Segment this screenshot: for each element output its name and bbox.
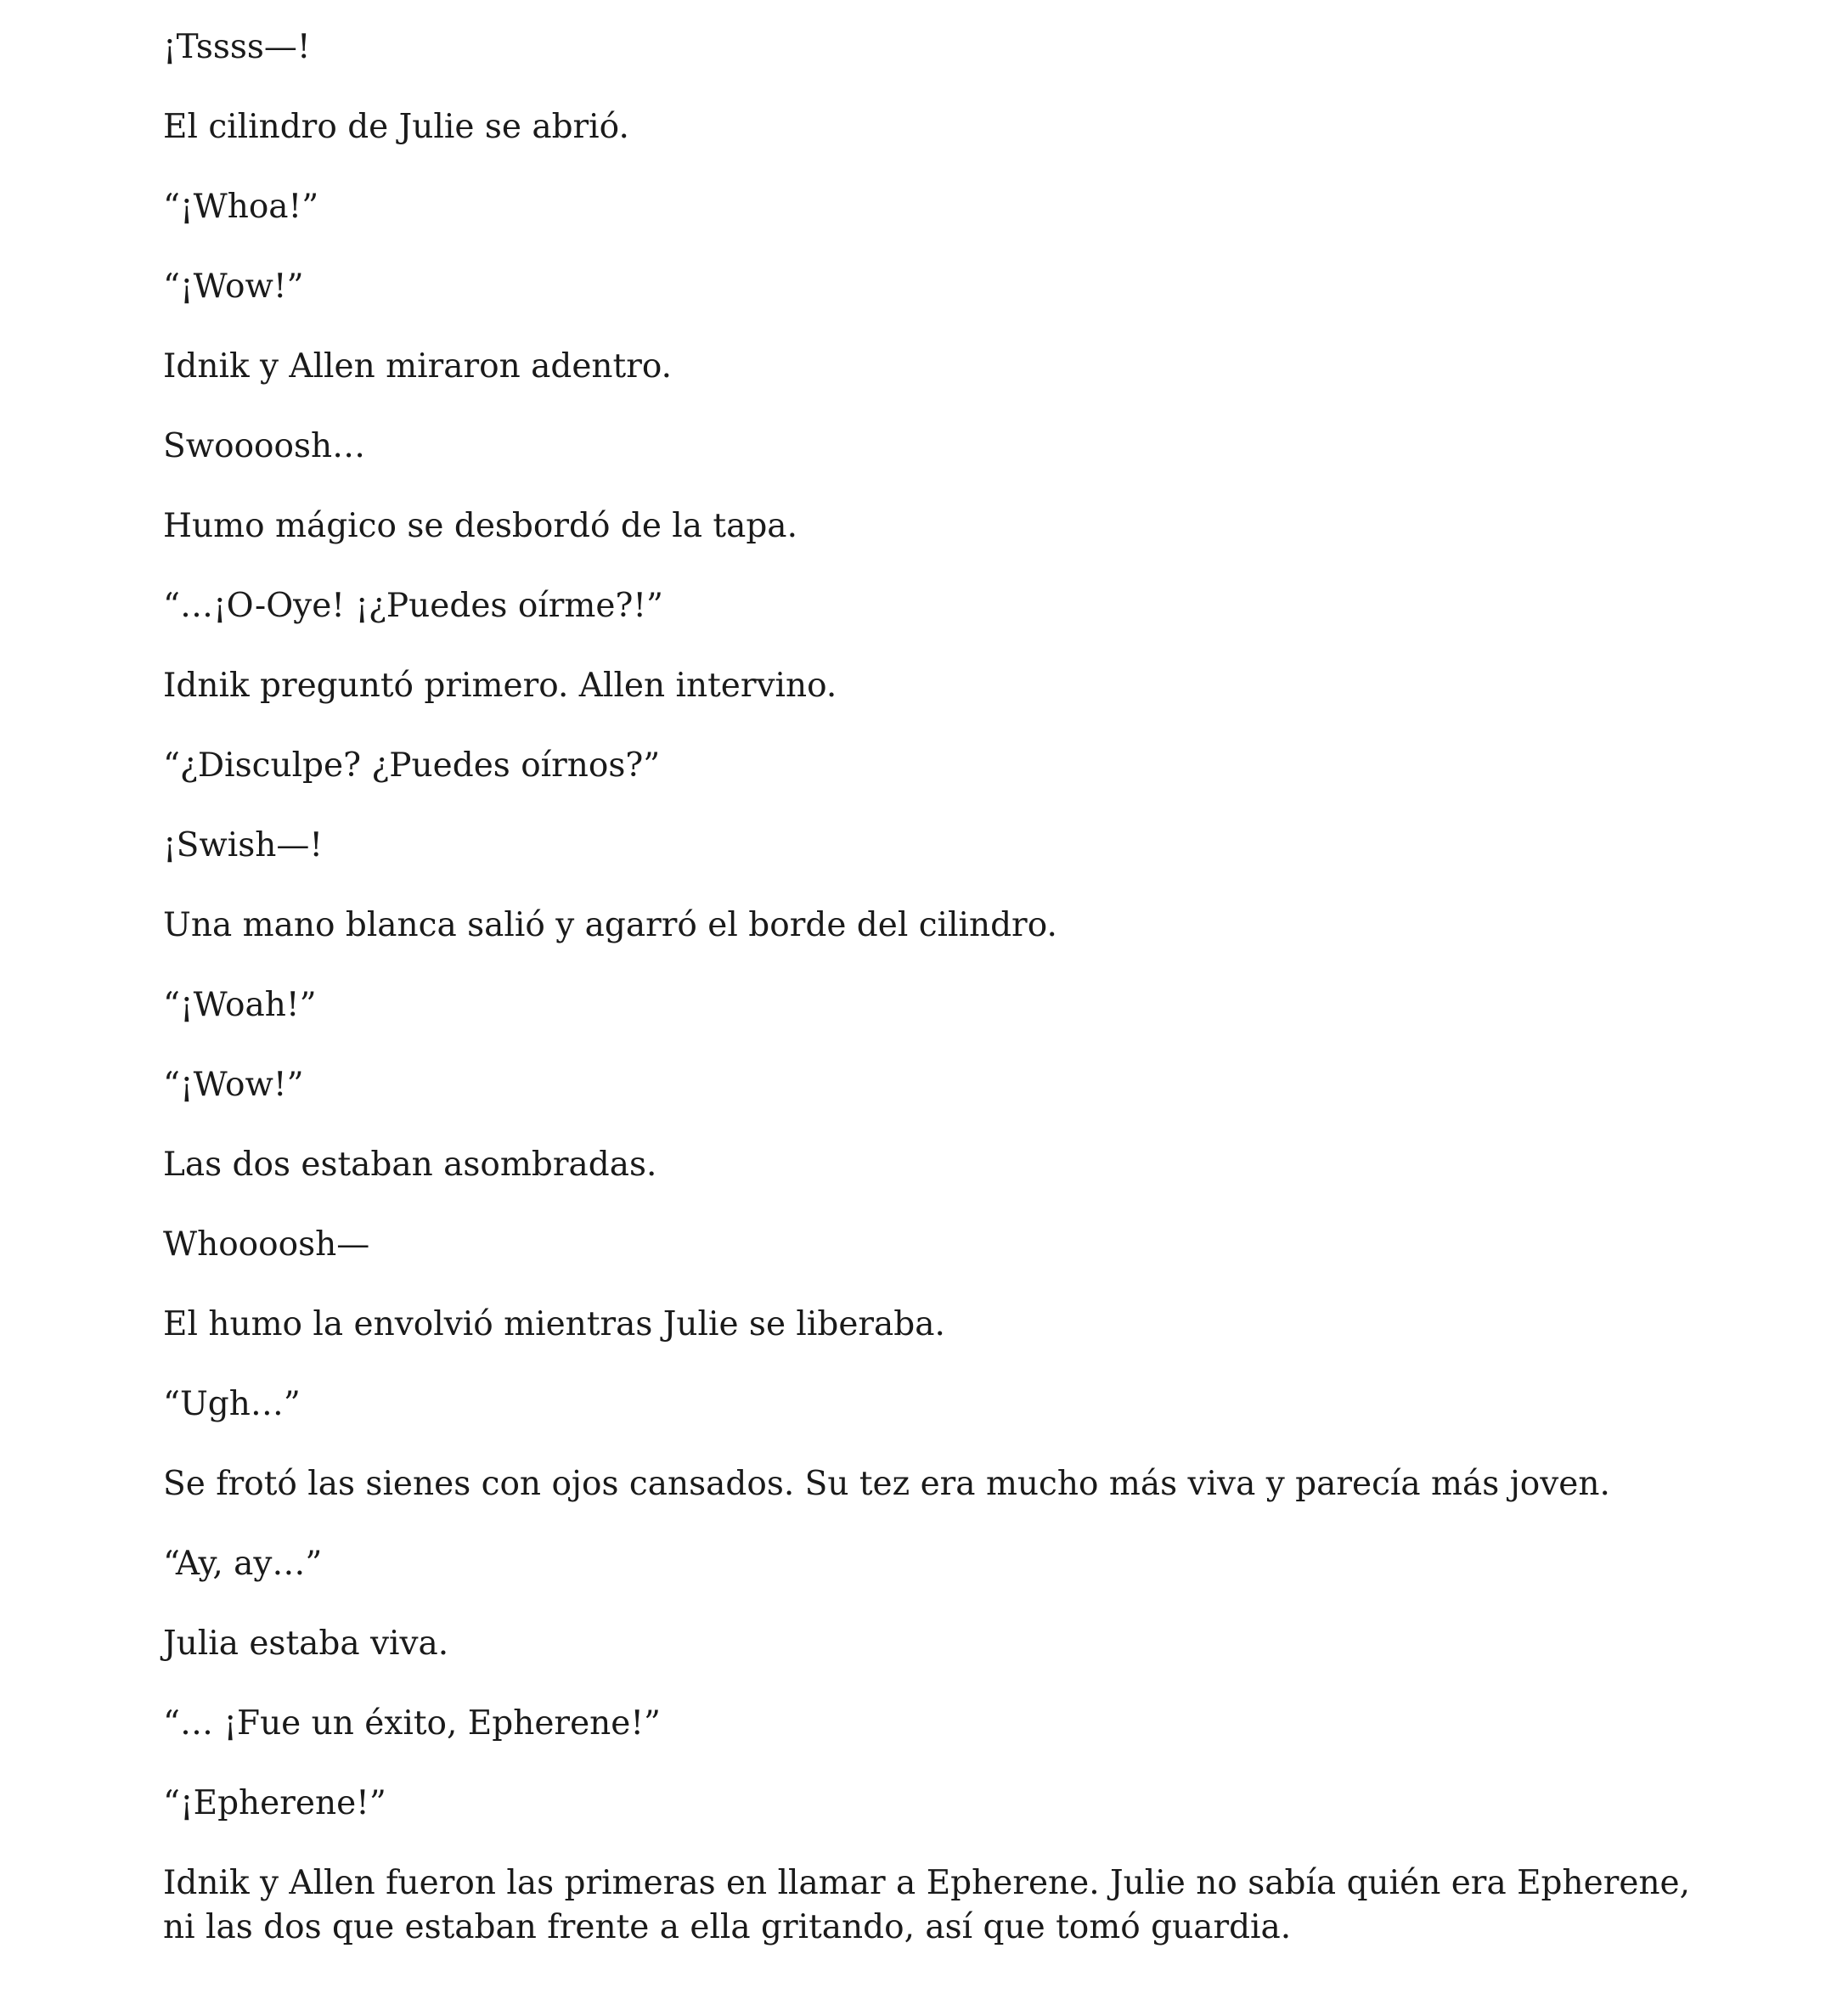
paragraph: El cilindro de Julie se abrió. bbox=[163, 108, 629, 146]
paragraph: Julia estaba viva. bbox=[163, 1625, 449, 1663]
paragraph: “¡Epherene!” bbox=[163, 1784, 386, 1822]
paragraph: Idnik preguntó primero. Allen intervino. bbox=[163, 667, 837, 705]
paragraph: “¿Disculpe? ¿Puedes oírnos?” bbox=[163, 746, 661, 785]
paragraph: Una mano blanca salió y agarró el borde del cilindro. bbox=[163, 906, 1057, 944]
paragraph: “Ugh…” bbox=[163, 1385, 301, 1423]
paragraph: ¡Tssss—! bbox=[163, 28, 311, 66]
paragraph: Whoooosh— bbox=[163, 1225, 370, 1264]
paragraph: “¡Wow!” bbox=[163, 1066, 304, 1104]
paragraph: Las dos estaban asombradas. bbox=[163, 1146, 657, 1184]
paragraph: Humo mágico se desbordó de la tapa. bbox=[163, 507, 797, 545]
paragraph: “…¡O-Oye! ¡¿Puedes oírme?!” bbox=[163, 587, 663, 625]
paragraph: Idnik y Allen fueron las primeras en llamar a Epherene. Julie no sabía quién era Epherene, ni las dos que estaban frente a ella gritando, así que tomó guardia. bbox=[163, 1864, 1691, 1946]
paragraph: “Ay, ay…” bbox=[163, 1545, 323, 1583]
paragraph: “¡Whoa!” bbox=[163, 188, 319, 226]
paragraph: “¡Woah!” bbox=[163, 986, 317, 1024]
paragraph: Swoooosh… bbox=[163, 427, 366, 465]
paragraph: El humo la envolvió mientras Julie se liberaba. bbox=[163, 1305, 945, 1343]
paragraph: “¡Wow!” bbox=[163, 267, 304, 306]
paragraph: “… ¡Fue un éxito, Epherene!” bbox=[163, 1704, 661, 1743]
paragraph: Idnik y Allen miraron adentro. bbox=[163, 347, 673, 386]
paragraph: Se frotó las sienes con ojos cansados. Su tez era mucho más viva y parecía más joven. bbox=[163, 1465, 1610, 1503]
document-page bbox=[163, 25, 1692, 1950]
paragraph: ¡Swish—! bbox=[163, 826, 324, 864]
